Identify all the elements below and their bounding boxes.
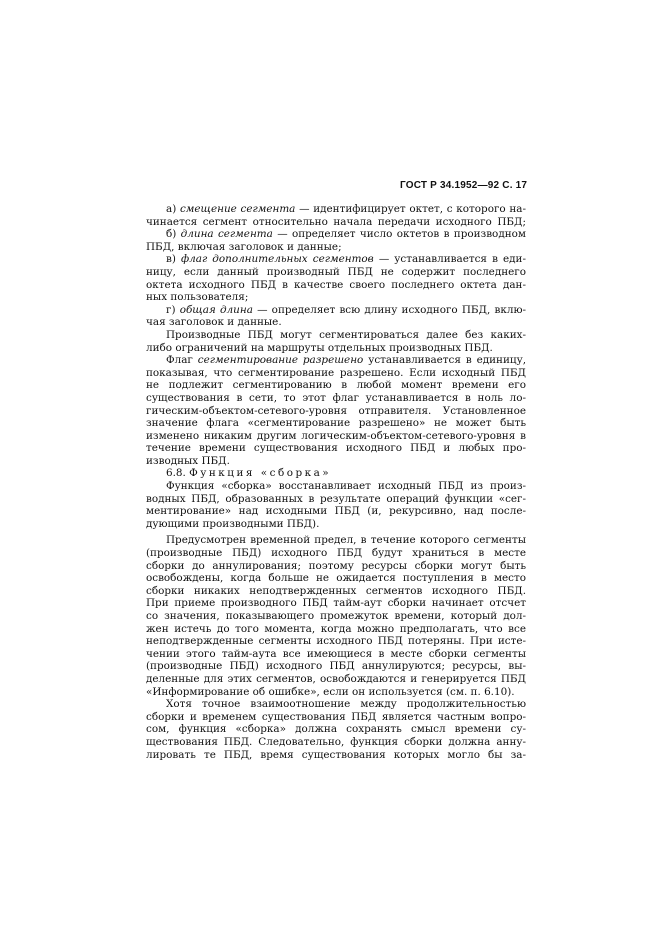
- text-run: б): [166, 228, 181, 241]
- text-line: [146, 228, 526, 241]
- page-header: ГОСТ Р 34.1952—92 С. 17: [400, 180, 528, 191]
- text-run: Функция «сборка» восстанавливает исходный ПБД из произ-: [166, 480, 526, 493]
- text-line: [146, 493, 526, 506]
- text-run: в): [166, 253, 181, 266]
- text-line: [146, 723, 526, 736]
- text-run: деленные для этих сегментов, освобождаются и генерируется ПБД: [146, 672, 526, 685]
- text-line: [146, 635, 526, 648]
- text-line: [146, 610, 526, 623]
- text-line: [146, 518, 526, 531]
- text-line: [146, 417, 526, 430]
- text-line: [146, 455, 526, 468]
- text-line: [146, 379, 526, 392]
- text-run: 6.8.: [166, 467, 190, 480]
- text-run: Предусмотрен временной предел, в течение которого сегменты: [166, 534, 526, 547]
- text-line: [146, 660, 526, 673]
- text-run: — определяет всю длину исходного ПБД, вклю-: [252, 303, 526, 316]
- text-run: ментирование» над исходными ПБД (и, рекурсивно, над после-: [146, 505, 526, 518]
- text-line: [146, 749, 526, 762]
- text-run: Хотя точное взаимоотношение между продолжительностью: [166, 698, 526, 711]
- text-run: а): [166, 203, 180, 215]
- text-run: неподтвержденные сегменты исходного ПБД потеряны. При исте-: [146, 635, 526, 648]
- text-line: [146, 442, 526, 455]
- text-run: общая длина: [179, 303, 253, 316]
- text-line: [146, 329, 526, 342]
- text-line: [146, 392, 526, 405]
- text-line: [146, 686, 526, 699]
- text-line: [146, 547, 526, 560]
- text-line: [146, 585, 526, 598]
- text-line: [146, 304, 526, 317]
- text-line: [146, 597, 526, 610]
- text-line: [146, 534, 526, 547]
- text-run: либо ограничений на маршруты отдельных производных ПБД.: [146, 341, 493, 354]
- text-run: Производные ПБД могут сегментироваться далее без каких-: [166, 328, 526, 341]
- text-run: Функция «сборка»: [189, 467, 332, 480]
- text-run: чая заголовок и данные.: [146, 316, 282, 329]
- text-run: октета исходного ПБД в качестве своего последнего октета дан-: [146, 278, 526, 291]
- text-run: лировать те ПБД, время существования которых могло бы за-: [146, 748, 526, 761]
- text-line: [146, 698, 526, 711]
- text-run: сборки никаких неподтвержденных сегментов исходного ПБД.: [146, 584, 526, 597]
- text-line: [146, 216, 526, 229]
- text-run: гическим-объектом-сетевого-уровня отправителя. Установленное: [146, 404, 526, 417]
- text-line: [146, 241, 526, 254]
- text-run: сборки до аннулирования; поэтому ресурсы сборки могут быть: [146, 559, 526, 572]
- text-run: течение времени существования исходного ПБД и любых про-: [146, 442, 526, 455]
- text-run: (производные ПБД) исходного ПБД будут храниться в месте: [146, 547, 526, 560]
- text-run: «Информирование об ошибке», если он используется (см. п. 6.10).: [146, 685, 515, 698]
- text-run: значение флага «сегментирование разрешено» не может быть: [146, 417, 526, 430]
- text-line: [146, 505, 526, 518]
- text-run: чении этого тайм-аута все имеющиеся в месте сборки сегменты: [146, 647, 526, 660]
- text-line: [146, 266, 526, 279]
- text-line: [146, 342, 526, 355]
- text-run: При приеме производного ПБД тайм-аут сборки начинает отсчет: [146, 597, 526, 610]
- text-run: освобождены, когда больше не ожидается поступления в место: [146, 572, 526, 585]
- text-run: ных пользователя;: [146, 291, 249, 304]
- text-line: [146, 673, 526, 686]
- text-run: — идентифицирует октет, с которого на-: [295, 203, 526, 215]
- text-run: г): [166, 303, 180, 316]
- text-line: [146, 572, 526, 585]
- text-line: [146, 648, 526, 661]
- text-run: жен истечь до того момента, когда можно предполагать, что все: [146, 622, 526, 635]
- text-line: [146, 279, 526, 292]
- text-run: ницу, если данный производный ПБД не содержит последнего: [146, 265, 526, 278]
- text-run: существования в сети, то этот флаг устанавливается в ноль ло-: [146, 391, 526, 404]
- text-line: [146, 430, 526, 443]
- text-line: [146, 405, 526, 418]
- text-line: [146, 291, 526, 304]
- text-line: [146, 467, 526, 480]
- text-run: изменено никаким другим логическим-объектом-сетевого-уровня в: [146, 429, 526, 442]
- text-run: сегментирование разрешено: [197, 354, 364, 367]
- text-run: устанавливается в единицу,: [363, 354, 526, 367]
- text-run: (производные ПБД) исходного ПБД аннулируются; ресурсы, вы-: [146, 660, 526, 673]
- text-run: — устанавливается в еди-: [373, 253, 526, 266]
- text-run: смещение сегмента: [179, 203, 296, 215]
- text-line: [146, 560, 526, 573]
- text-line: [146, 203, 526, 216]
- text-line: [146, 480, 526, 493]
- text-run: не подлежит сегментированию в любой момент времени его: [146, 379, 526, 392]
- text-line: [146, 316, 526, 329]
- text-run: сом, функция «сборка» должна сохранять смысл времени су-: [146, 723, 526, 736]
- text-line: [146, 623, 526, 636]
- text-run: водных ПБД, образованных в результате операций функции «сег-: [146, 492, 526, 505]
- text-run: чинается сегмент относительно начала передачи исходного ПБД;: [146, 215, 526, 228]
- text-run: показывая, что сегментирование разрешено. Если исходный ПБД: [146, 366, 526, 379]
- text-run: ществования ПБД. Следовательно, функция сборки должна анну-: [146, 735, 526, 748]
- body-text: [146, 203, 526, 761]
- text-line: [146, 354, 526, 367]
- text-run: дующими производными ПБД).: [146, 517, 320, 530]
- text-run: изводных ПБД.: [146, 454, 230, 467]
- text-line: [146, 736, 526, 749]
- text-run: флаг дополнительных сегментов: [181, 253, 374, 266]
- text-run: ПБД, включая заголовок и данные;: [146, 240, 342, 253]
- text-run: — определяет число октетов в производном: [272, 228, 526, 241]
- text-line: [146, 711, 526, 724]
- text-run: Флаг: [166, 354, 198, 367]
- text-run: со значения, показывающего промежуток времени, который дол-: [146, 610, 526, 622]
- text-run: длина сегмента: [180, 228, 273, 241]
- text-line: [146, 253, 526, 266]
- text-line: [146, 367, 526, 380]
- text-run: сборки и временем существования ПБД является частным вопро-: [146, 710, 526, 723]
